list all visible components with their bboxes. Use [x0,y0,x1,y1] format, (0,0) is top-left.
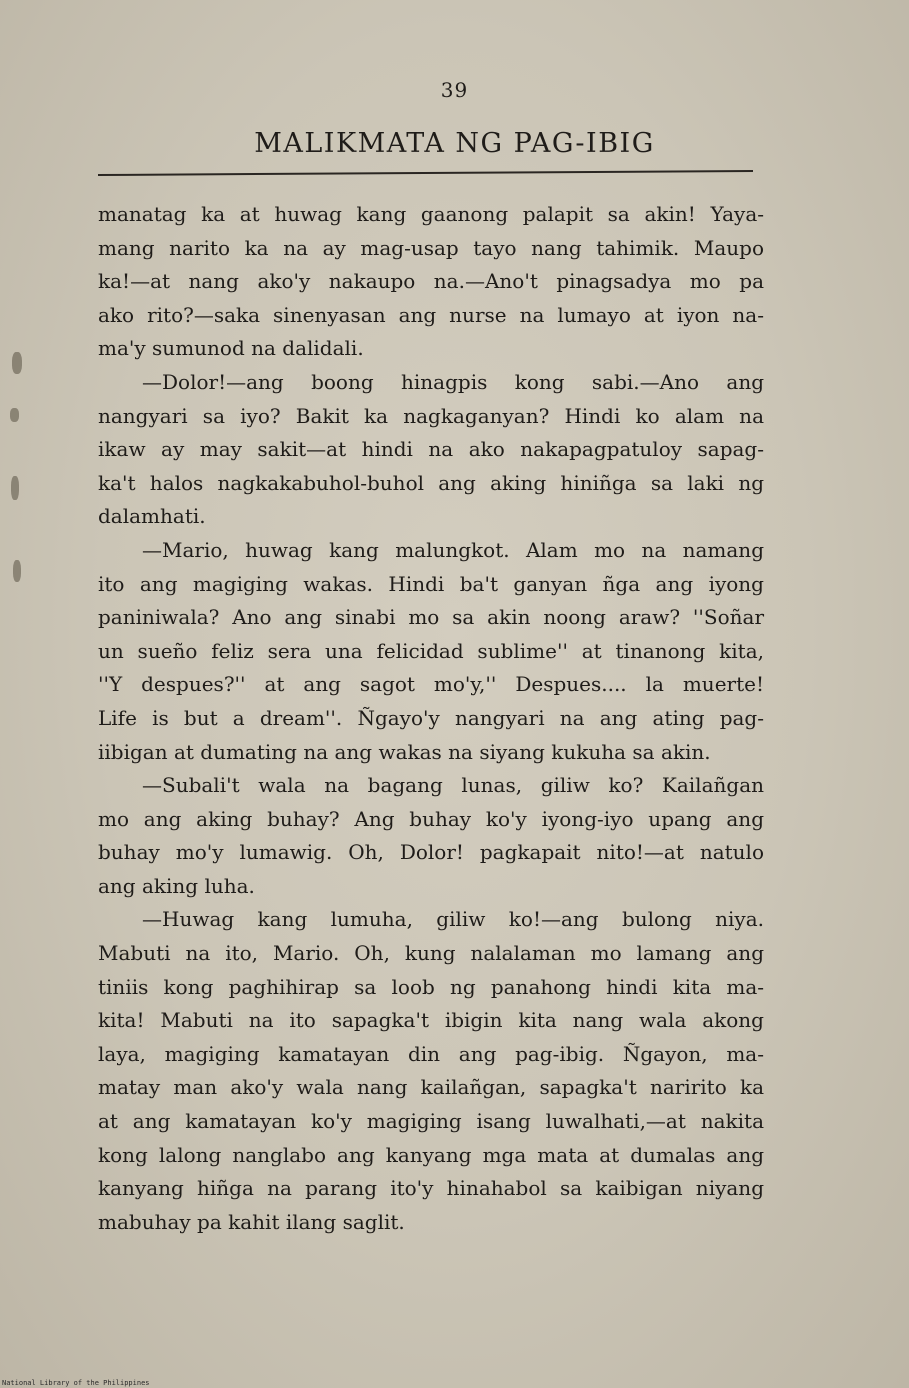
text-line: Mabuti na ito, Mario. Oh, kung nalalaman mo lamang ang [98,941,764,966]
text-line: kita! Mabuti na ito sapagka't ibigin kita nang wala akong [98,1008,764,1033]
text-line: mang narito ka na ay mag-usap tayo nang tahimik. Maupo [98,235,764,260]
text-line: iibigan at dumating na ang wakas na siyang kukuha sa akin. [98,739,711,764]
text-line: mo ang aking buhay? Ang buhay ko'y iyong-iyo upang ang [98,806,764,831]
ink-bleed-mark [12,352,22,374]
text-line: kong lalong nanglabo ang kanyang mga mata at dumalas ang [98,1142,764,1167]
text-line: mabuhay pa kahit ilang saglit. [98,1209,405,1234]
text-line: un sueño feliz sera una felicidad sublime'' at tinanong kita, [98,638,764,663]
text-line: paniniwala? Ano ang sinabi mo sa akin noong araw? ''Soñar [98,605,764,630]
text-line: manatag ka at huwag kang gaanong palapit sa akin! Yaya- [98,202,764,226]
text-line: ma'y sumunod na dalidali. [98,336,364,361]
page-number: 39 [440,78,469,102]
text-line: Life is but a dream''. Ñgayo'y nangyari na ang ating pag- [98,705,764,730]
title-rule [98,170,753,176]
text-line: nangyari sa iyo? Bakit ka nagkaganyan? Hindi ko alam na [98,403,764,428]
text-line: tiniis kong paghihirap sa loob ng panahong hindi kita ma- [98,974,764,999]
ink-bleed-mark [10,408,19,422]
text-line: ka't halos nagkakabuhol-buhol ang aking hiniñga sa laki ng [98,470,764,495]
text-line: at ang kamatayan ko'y magiging isang luwalhati,—at nakita [98,1109,764,1134]
text-line: buhay mo'y lumawig. Oh, Dolor! pagkapait nito!—at natulo [98,840,764,865]
text-line: —Dolor!—ang boong hinagpis kong sabi.—Ano ang [142,369,764,394]
ink-bleed-mark [13,560,21,582]
ink-bleed-mark [11,476,19,500]
text-line: —Huwag kang lumuha, giliw ko!—ang bulong niya. [142,907,764,932]
text-line: ka!—at nang ako'y nakaupo na.—Ano't pinagsadya mo pa [98,269,764,294]
body-text [98,198,764,1239]
text-line: ''Y despues?'' at ang sagot mo'y,'' Despues.... la muerte! [98,672,764,697]
running-title: MALIKMATA NG PAG-IBIG [254,128,655,159]
text-line: matay man ako'y wala nang kailañgan, sapagka't naririto ka [98,1075,764,1100]
text-line: ito ang magiging wakas. Hindi ba't ganyan ñga ang iyong [98,571,764,596]
text-line: laya, magiging kamatayan din ang pag-ibig. Ñgayon, ma- [98,1041,764,1066]
text-line: —Mario, huwag kang malungkot. Alam mo na namang [142,537,764,562]
text-line: —Subali't wala na bagang lunas, giliw ko? Kailañgan [142,773,764,798]
text-line: dalamhati. [98,504,206,529]
text-line: ako rito?—saka sinenyasan ang nurse na lumayo at iyon na- [98,302,764,327]
library-credit: National Library of the Philippines [2,1379,150,1387]
text-line: ikaw ay may sakit—at hindi na ako nakapagpatuloy sapag- [98,437,764,462]
text-line: ang aking luha. [98,873,255,898]
text-line: kanyang hiñga na parang ito'y hinahabol sa kaibigan niyang [98,1176,764,1201]
